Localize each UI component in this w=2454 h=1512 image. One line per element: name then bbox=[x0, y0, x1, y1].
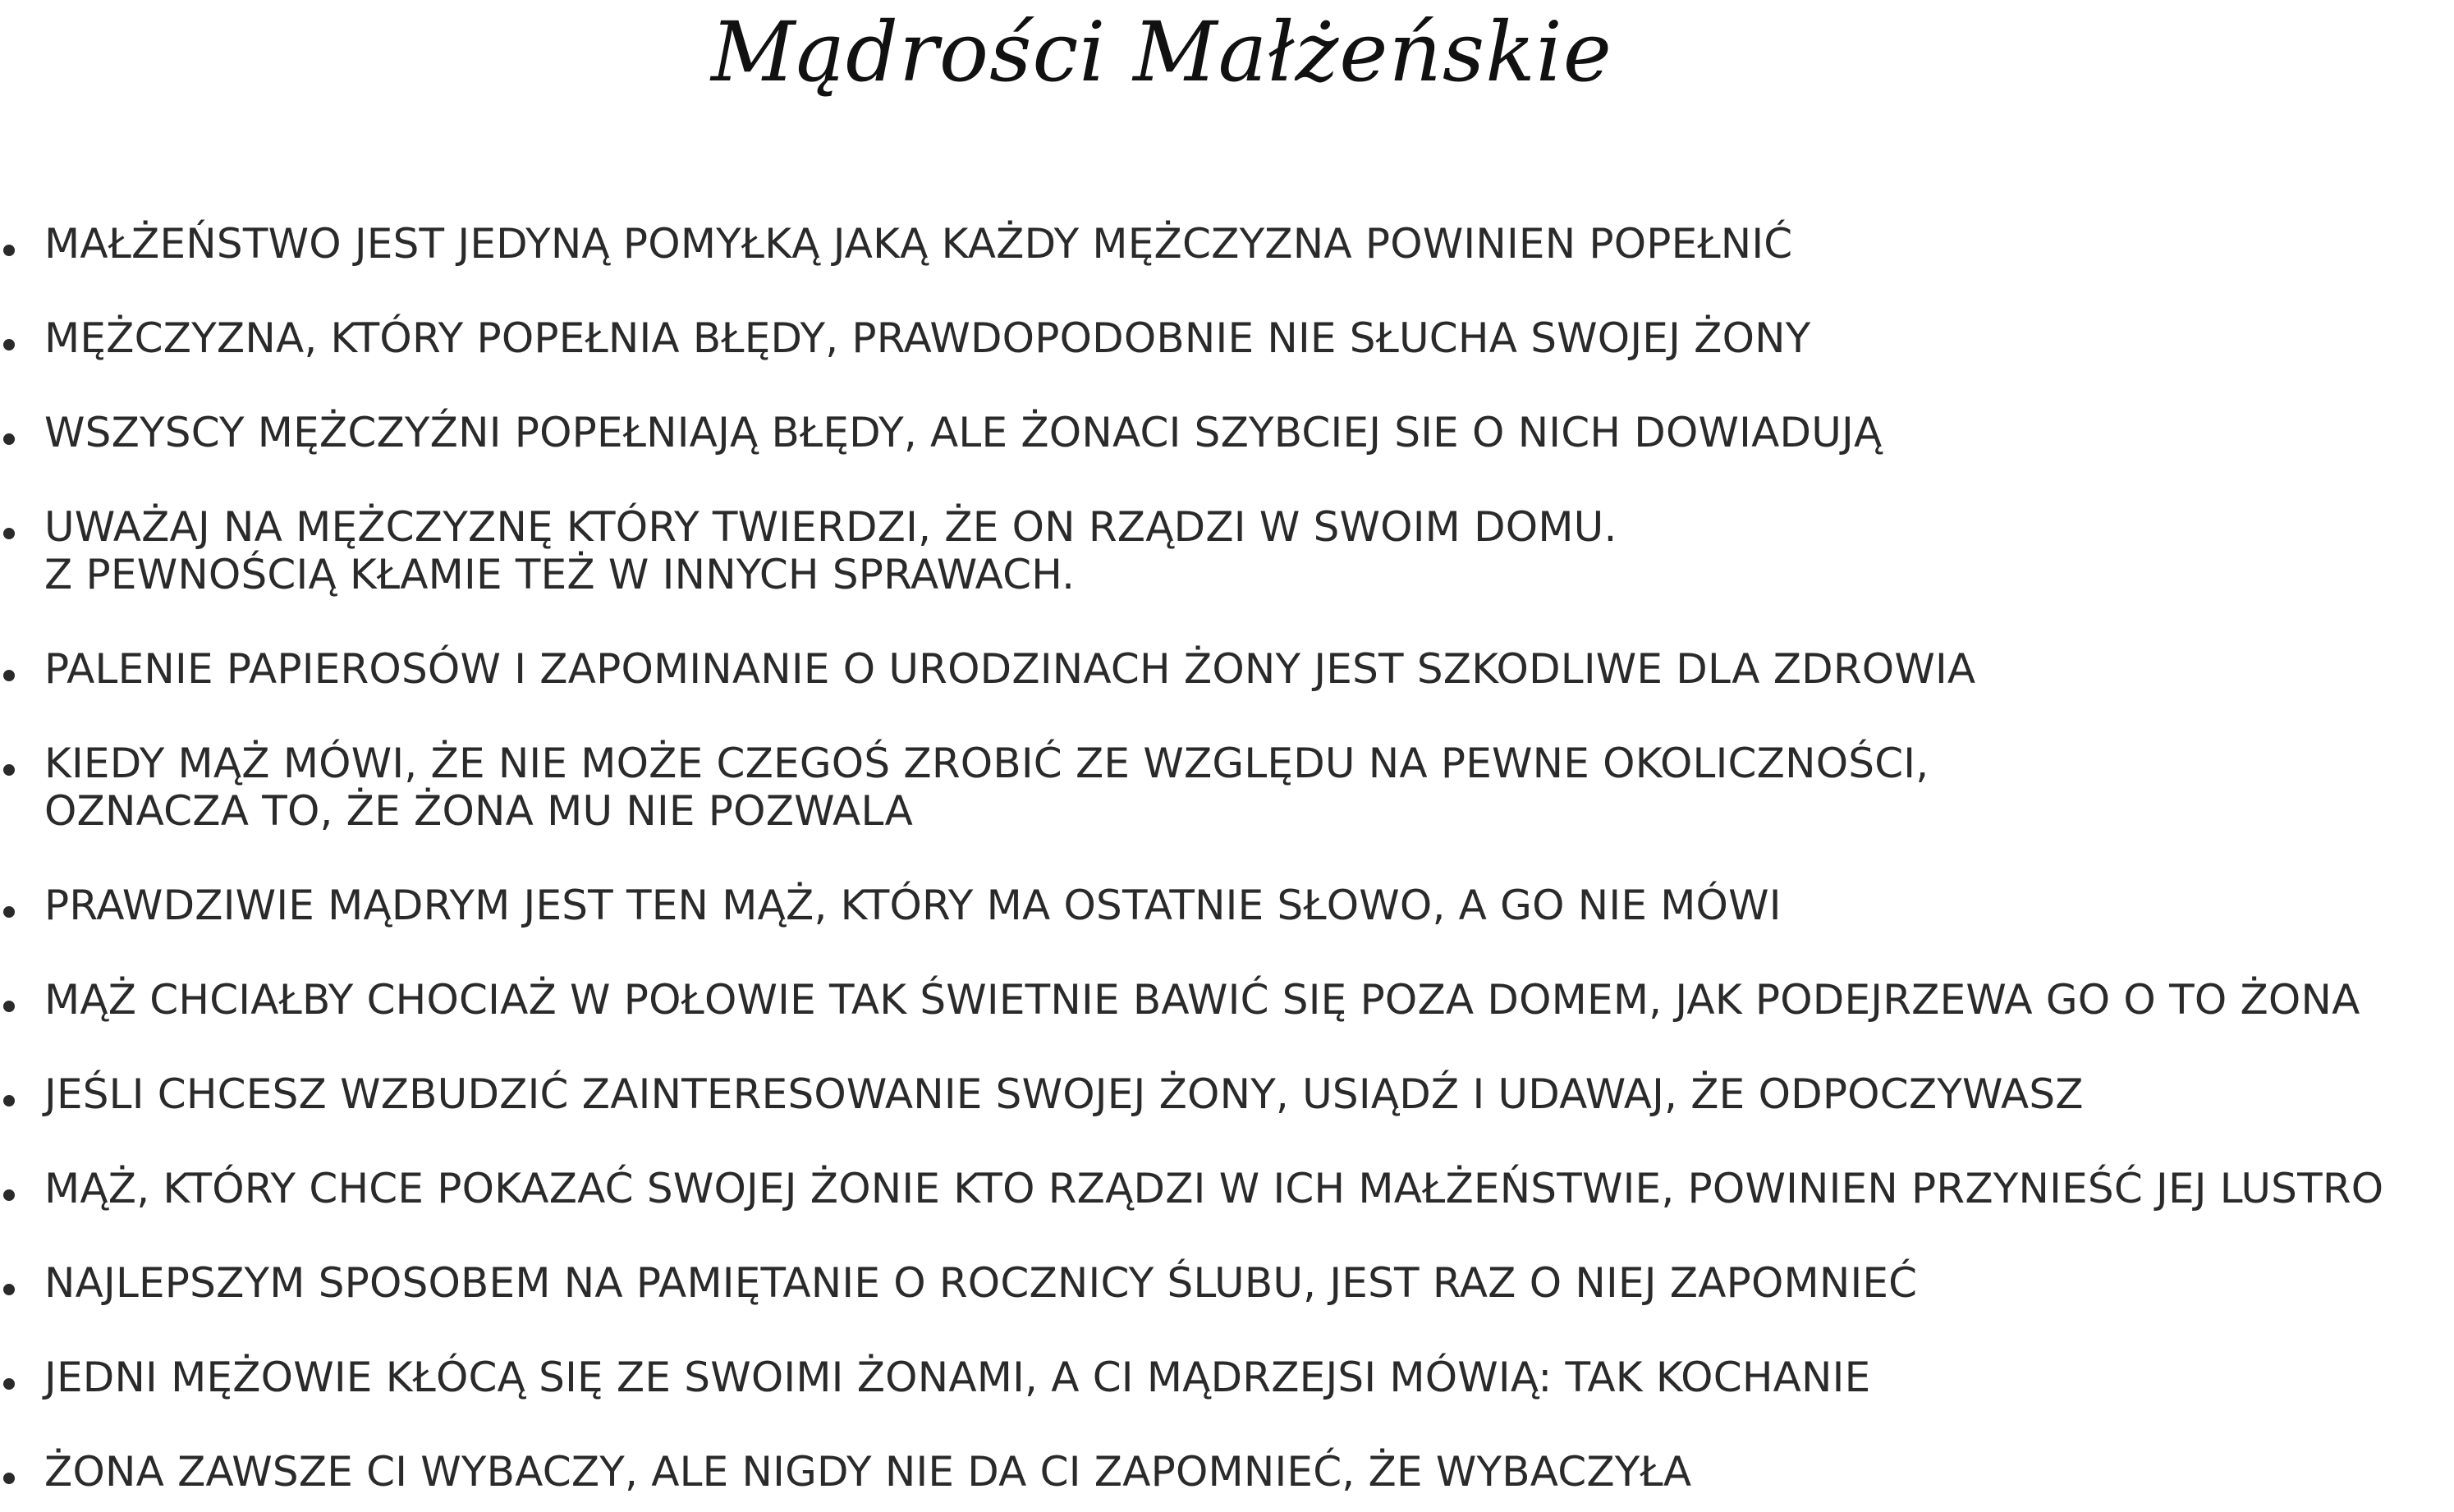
quote-text: MĄŻ CHCIAŁBY CHOCIAŻ W POŁOWIE TAK ŚWIETNIE BAWIĆ SIĘ POZA DOMEM, JAK PODEJRZEWA GO O TO ŻONA bbox=[44, 976, 2360, 1024]
bullet-icon bbox=[0, 1165, 44, 1212]
quote-text-continued: OZNACZA TO, ŻE ŻONA MU NIE POZWALA bbox=[44, 787, 914, 835]
document-title: Mądrości Małżeńskie bbox=[711, 4, 1612, 100]
bullet-icon bbox=[0, 314, 44, 362]
quote-item bbox=[0, 740, 2454, 835]
quote-text: JEDNI MĘŻOWIE KŁÓCĄ SIĘ ZE SWOIMI ŻONAMI, A CI MĄDRZEJSI MÓWIĄ: TAK KOCHANIE bbox=[44, 1354, 1871, 1401]
quote-item bbox=[0, 220, 2454, 268]
quote-text: KIEDY MĄŻ MÓWI, ŻE NIE MOŻE CZEGOŚ ZROBIĆ ZE WZGLĘDU NA PEWNE OKOLICZNOŚCI, bbox=[44, 740, 1929, 787]
quote-text: PRAWDZIWIE MĄDRYM JEST TEN MĄŻ, KTÓRY MA OSTATNIE SŁOWO, A GO NIE MÓWI bbox=[44, 882, 1782, 929]
quote-item bbox=[0, 645, 2454, 693]
bullet-icon bbox=[0, 220, 44, 268]
bullet-icon bbox=[0, 409, 44, 456]
quote-item bbox=[0, 1165, 2454, 1212]
quote-text: MAŁŻEŃSTWO JEST JEDYNĄ POMYŁKĄ JAKĄ KAŻDY MĘŻCZYZNA POWINIEN POPEŁNIĆ bbox=[44, 220, 1793, 268]
bullet-icon bbox=[0, 1070, 44, 1118]
bullet-icon bbox=[0, 1448, 44, 1496]
quote-item bbox=[0, 976, 2454, 1024]
quote-item bbox=[0, 409, 2454, 456]
bullet-icon bbox=[0, 503, 44, 551]
quote-item bbox=[0, 503, 2454, 598]
quote-item bbox=[0, 1070, 2454, 1118]
quote-text: WSZYSCY MĘŻCZYŹNI POPEŁNIAJĄ BŁĘDY, ALE ŻONACI SZYBCIEJ SIE O NICH DOWIADUJĄ bbox=[44, 409, 1883, 456]
quote-item bbox=[0, 1259, 2454, 1307]
bullet-icon bbox=[0, 1354, 44, 1401]
bullet-icon bbox=[0, 1259, 44, 1307]
quote-text: ŻONA ZAWSZE CI WYBACZY, ALE NIGDY NIE DA CI ZAPOMNIEĆ, ŻE WYBACZYŁA bbox=[44, 1448, 1692, 1496]
quote-text: MĘŻCZYZNA, KTÓRY POPEŁNIA BŁĘDY, PRAWDOPODOBNIE NIE SŁUCHA SWOJEJ ŻONY bbox=[44, 314, 1811, 362]
bullet-icon bbox=[0, 882, 44, 929]
bullet-icon bbox=[0, 976, 44, 1024]
quote-item bbox=[0, 1354, 2454, 1401]
quote-text: JEŚLI CHCESZ WZBUDZIĆ ZAINTERESOWANIE SWOJEJ ŻONY, USIĄDŹ I UDAWAJ, ŻE ODPOCZYWASZ bbox=[44, 1070, 2084, 1118]
bullet-icon bbox=[0, 740, 44, 787]
quote-text: MĄŻ, KTÓRY CHCE POKAZAĆ SWOJEJ ŻONIE KTO RZĄDZI W ICH MAŁŻEŃSTWIE, POWINIEN PRZYNIEŚĆ JEJ LUSTRO bbox=[44, 1165, 2384, 1212]
quote-text: NAJLEPSZYM SPOSOBEM NA PAMIĘTANIE O ROCZNICY ŚLUBU, JEST RAZ O NIEJ ZAPOMNIEĆ bbox=[44, 1259, 1918, 1307]
quote-item bbox=[0, 314, 2454, 362]
quote-item bbox=[0, 882, 2454, 929]
quote-text-continued: Z PEWNOŚCIĄ KŁAMIE TEŻ W INNYCH SPRAWACH. bbox=[44, 551, 1076, 598]
quote-text: PALENIE PAPIEROSÓW I ZAPOMINANIE O URODZINACH ŻONY JEST SZKODLIWE DLA ZDROWIA bbox=[44, 645, 1976, 693]
bullet-icon bbox=[0, 645, 44, 693]
quotes-list bbox=[0, 220, 2454, 1496]
quote-text: UWAŻAJ NA MĘŻCZYZNĘ KTÓRY TWIERDZI, ŻE ON RZĄDZI W SWOIM DOMU. bbox=[44, 503, 1617, 551]
quote-item bbox=[0, 1448, 2454, 1496]
